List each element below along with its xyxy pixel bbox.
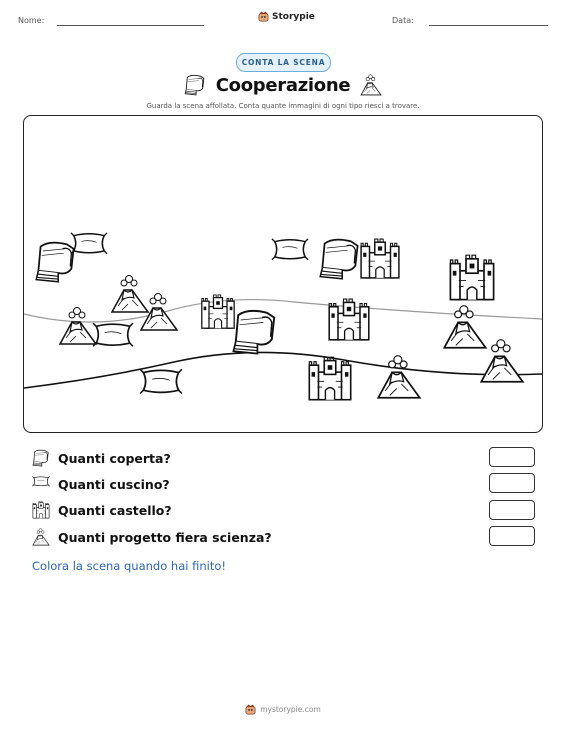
blanket-icon xyxy=(32,449,50,467)
volcano-item xyxy=(378,356,419,398)
brand-logo xyxy=(258,11,315,22)
date-field[interactable] xyxy=(429,25,548,26)
date-label: Data: xyxy=(392,16,414,25)
volcano-item xyxy=(112,276,148,313)
question-text: Quanti castello? xyxy=(58,502,172,518)
castle-icon xyxy=(32,501,50,519)
volcano-item xyxy=(481,340,522,382)
storypie-logo-icon xyxy=(245,704,256,715)
question-row xyxy=(32,449,171,467)
blanket-item xyxy=(320,240,357,279)
answer-box[interactable] xyxy=(489,473,535,493)
site-footer xyxy=(0,704,566,715)
question-row xyxy=(32,501,172,519)
question-text: Quanti cuscino? xyxy=(58,476,170,492)
storypie-logo-icon xyxy=(258,11,269,22)
blanket-icon xyxy=(184,74,206,96)
pillow-item xyxy=(93,323,133,346)
answer-box[interactable] xyxy=(489,447,535,467)
activity-badge: CONTA LA SCENA xyxy=(236,53,331,72)
blanket-item xyxy=(233,311,274,354)
question-text: Quanti coperta? xyxy=(58,450,171,466)
pillow-item xyxy=(71,233,107,254)
pillow-icon xyxy=(32,475,50,493)
instructions: Guarda la scena affollata. Conta quante immagini di ogni tipo riesci a trovare. xyxy=(146,102,420,110)
pillow-item xyxy=(140,369,182,393)
front-hill-line xyxy=(24,352,542,388)
scene-illustration xyxy=(24,116,542,432)
blanket-item xyxy=(36,243,73,282)
volcano-icon xyxy=(32,528,50,546)
question-row xyxy=(32,528,272,546)
answer-box[interactable] xyxy=(489,500,535,520)
pillow-item xyxy=(272,239,308,260)
question-row xyxy=(32,475,170,493)
coloring-note: Colora la scena quando hai finito! xyxy=(32,559,226,573)
counting-scene xyxy=(23,115,543,433)
title-row xyxy=(0,74,566,96)
name-label: Nome: xyxy=(18,16,45,25)
question-text: Quanti progetto fiera scienza? xyxy=(58,529,272,545)
site-url: mystorypie.com xyxy=(260,705,321,714)
name-field[interactable] xyxy=(57,25,204,26)
answer-box[interactable] xyxy=(489,526,535,546)
page-title: Cooperazione xyxy=(215,74,351,96)
castle-item xyxy=(450,255,493,299)
volcano-item xyxy=(60,308,96,345)
castle-item xyxy=(361,239,399,278)
castle-item xyxy=(309,357,350,400)
volcano-item xyxy=(444,306,485,348)
volcano-icon xyxy=(360,74,382,96)
brand-name: Storypie xyxy=(272,11,315,22)
